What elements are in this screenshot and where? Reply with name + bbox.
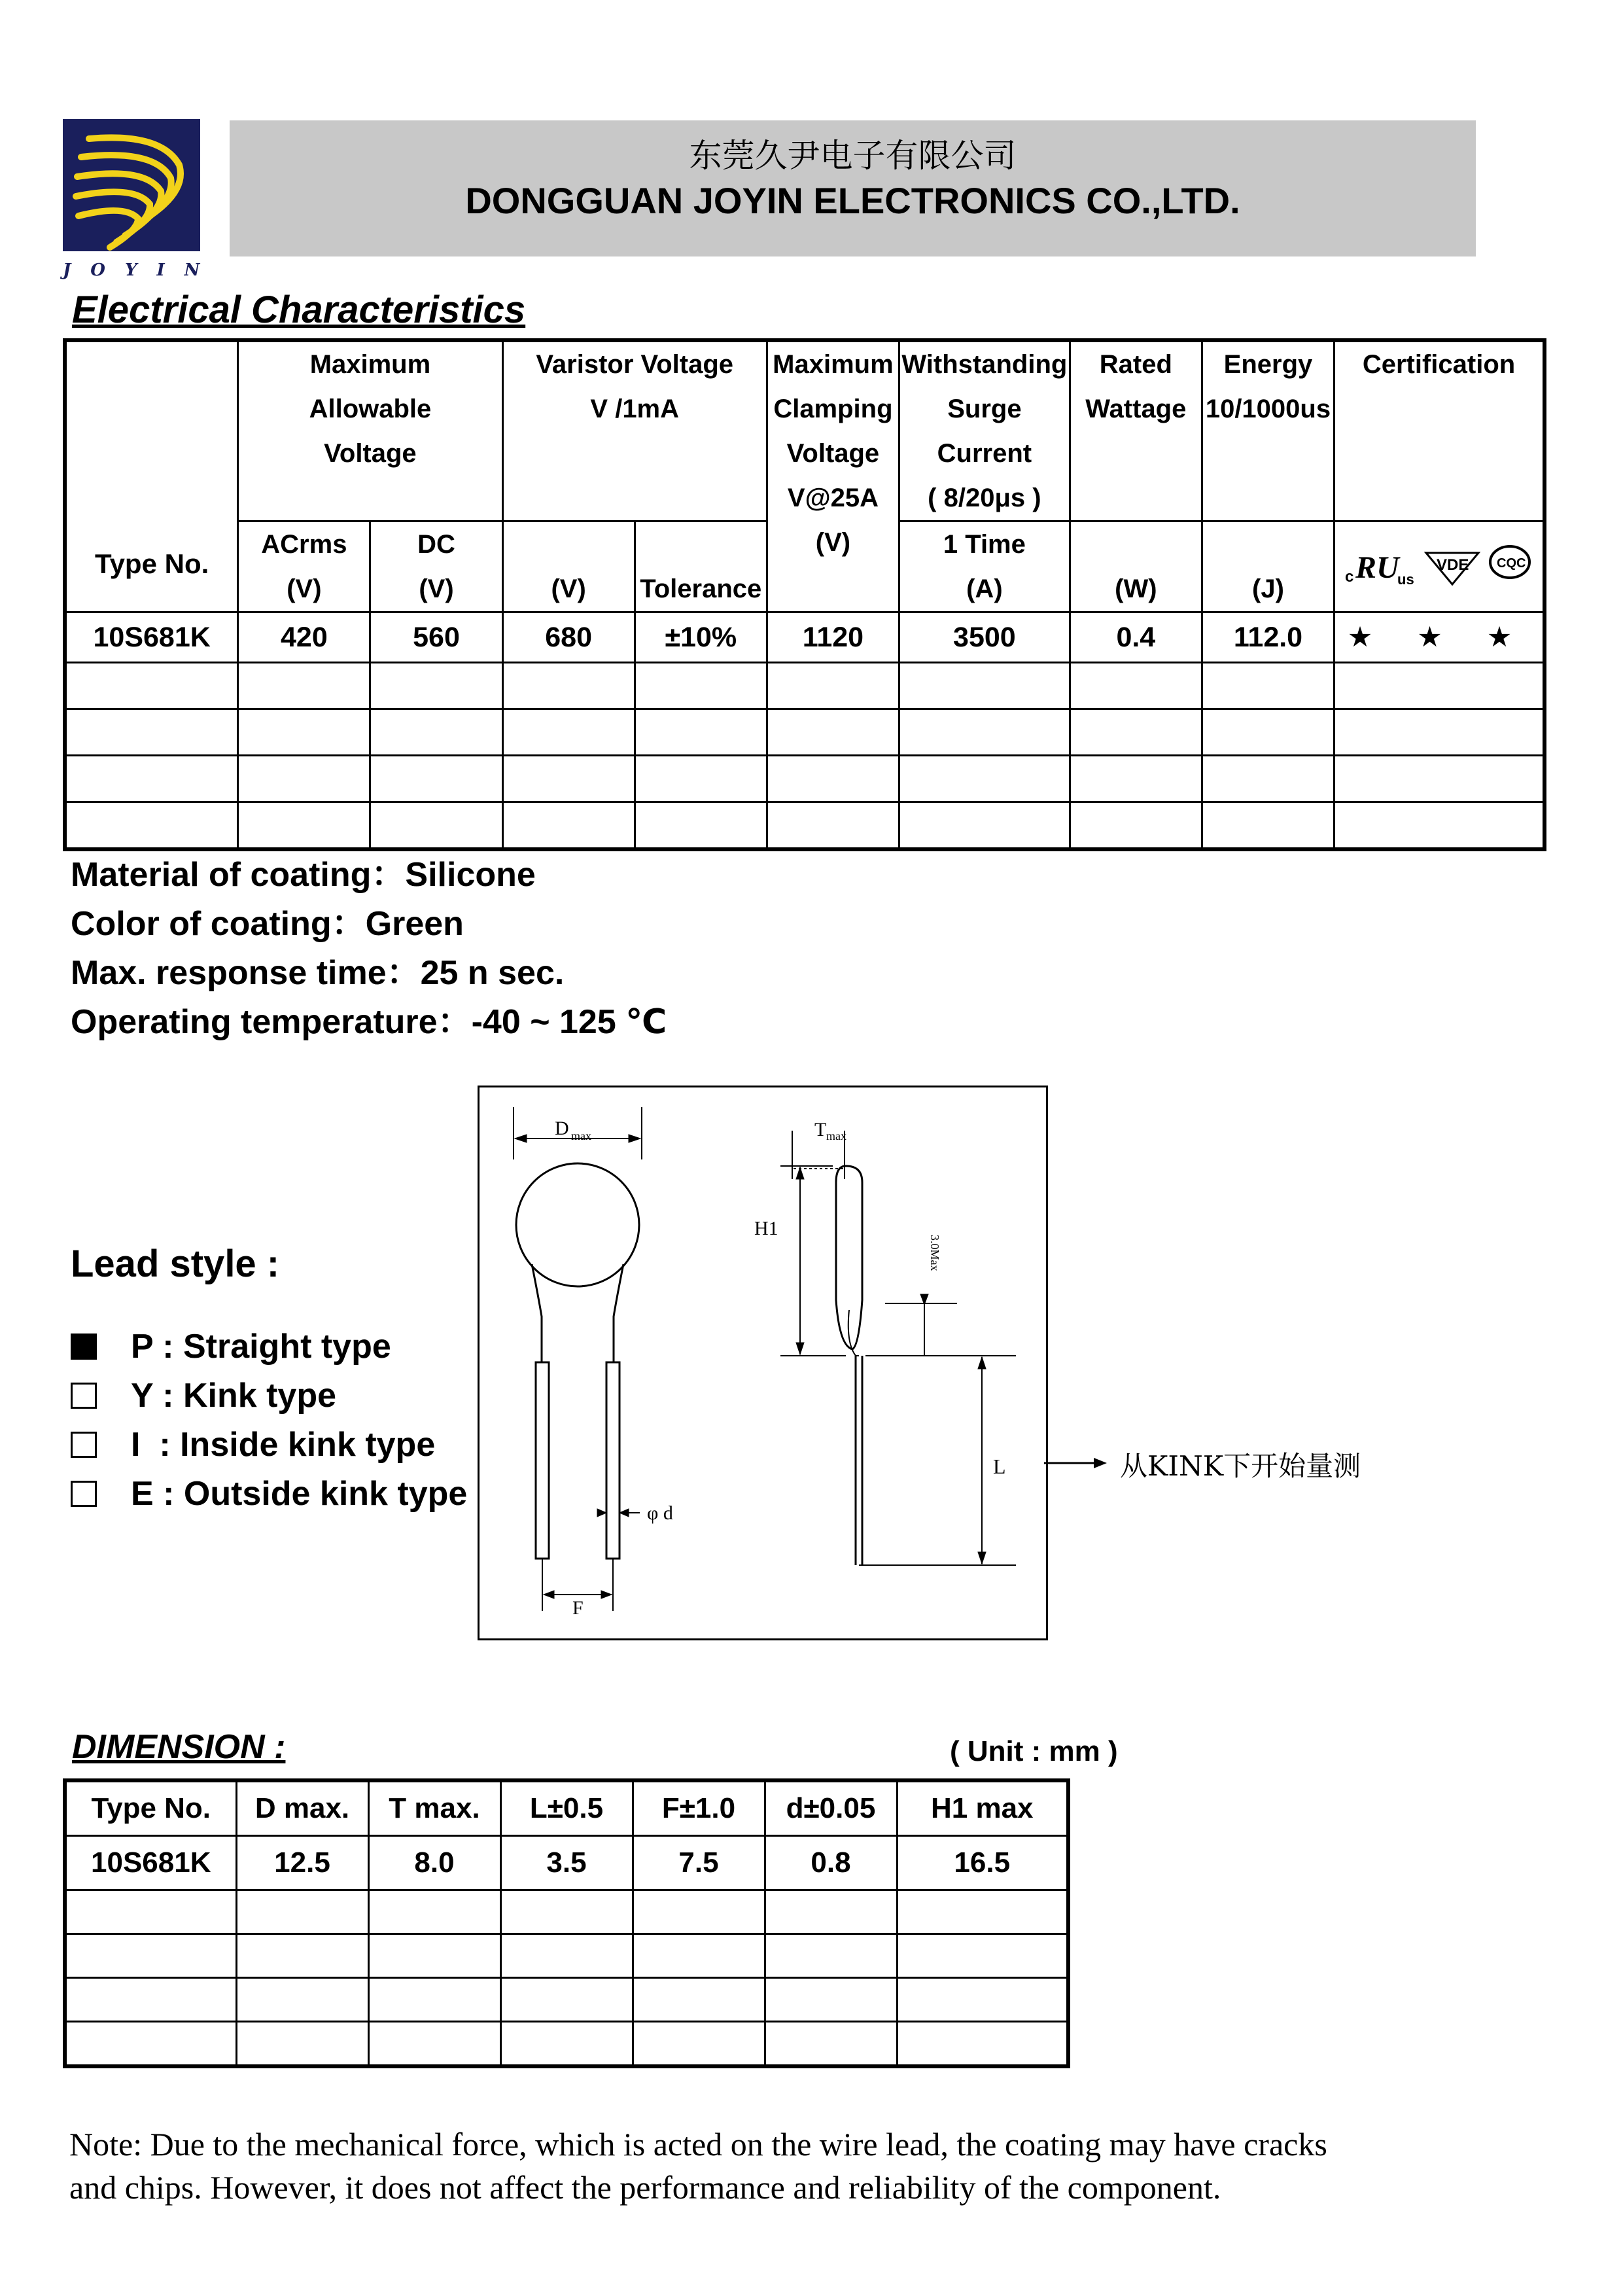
lead-option-kink[interactable]: [71, 1376, 336, 1415]
dmax-sub: max: [571, 1129, 591, 1142]
spec-separator: ：: [437, 1003, 472, 1041]
dim-header-d: D max.: [236, 1780, 368, 1836]
spec-separator: ：: [331, 905, 366, 943]
dim-cell-t: 8.0: [368, 1836, 500, 1890]
dim-header-type: Type No.: [65, 1780, 236, 1836]
header-acrms: [238, 521, 370, 612]
header-line: Rated: [1099, 350, 1172, 379]
kink-arrow-icon: [1044, 1450, 1109, 1476]
company-name-en: DONGGUAN JOYIN ELECTRONICS CO.,LTD.: [465, 180, 1240, 221]
cell-surge: 3500: [899, 612, 1070, 663]
cell-dc: 560: [370, 612, 502, 663]
cell-varistor: 680: [502, 612, 635, 663]
tmax-label: T: [814, 1119, 827, 1140]
header-max-clamping-voltage: [767, 340, 899, 612]
checkbox-icon[interactable]: [71, 1432, 97, 1458]
cell-certification: ★ ★ ★: [1335, 612, 1544, 663]
dim-header-f: F±1.0: [633, 1780, 765, 1836]
header-varistor-unit: (V): [502, 521, 635, 612]
empty-row: [65, 1978, 1068, 2022]
dim-header-d-wire: d±0.05: [765, 1780, 897, 1836]
note-line: Note: Due to the mechanical force, which is acted on the wire lead, the coating may have cracks: [69, 2126, 1327, 2163]
spec-coating-color: [71, 896, 464, 945]
header-type-no: Type No.: [65, 340, 238, 612]
phid-label: φ d: [647, 1502, 673, 1524]
header-varistor-voltage: [502, 340, 767, 521]
ul-us-mark: us: [1397, 571, 1414, 588]
empty-row: [65, 756, 1544, 802]
dim-cell-type: 10S681K: [65, 1836, 236, 1890]
header-line: Allowable: [309, 395, 432, 423]
header-line: Surge Current: [937, 395, 1032, 468]
checkbox-icon[interactable]: [71, 1383, 97, 1409]
empty-row: [65, 1934, 1068, 1978]
note-line: and chips. However, it does not affect the performance and reliability of the component.: [69, 2169, 1221, 2206]
header-line: DC: [417, 530, 455, 559]
l-label: L: [993, 1455, 1006, 1478]
electrical-characteristics-title: Electrical Characteristics: [72, 289, 526, 331]
header-unit: (V): [287, 574, 322, 603]
header-line: 10/1000us: [1205, 395, 1331, 423]
header-tolerance: Tolerance: [635, 521, 767, 612]
spec-value: Silicone: [405, 856, 536, 894]
header-max-allowable-voltage: [238, 340, 502, 521]
cert-marks: [1335, 521, 1544, 612]
lead-option-label: E : Outside kink type: [131, 1475, 468, 1513]
header-energy: [1202, 340, 1334, 521]
empty-row: [65, 802, 1544, 850]
header-line: ( 8/20μs ): [928, 484, 1041, 512]
header-line: Maximum: [309, 350, 431, 379]
header-line: Voltage: [786, 439, 880, 468]
dim-header-t: T max.: [368, 1780, 500, 1836]
dim-cell-l: 3.5: [500, 1836, 633, 1890]
dimension-header-row: [65, 1780, 1068, 1836]
dimension-unit: ( Unit : mm ): [950, 1735, 1118, 1767]
cqc-mark: CQC: [1496, 556, 1526, 571]
spec-operating-temperature: [71, 994, 667, 1043]
spec-separator: ：: [371, 856, 406, 894]
lead-option-label: I : Inside kink type: [131, 1426, 436, 1464]
lead-option-label: P : Straight type: [131, 1328, 391, 1366]
dim-header-l: L±0.5: [500, 1780, 633, 1836]
header-line: Varistor Voltage: [536, 350, 734, 379]
header-line: ACrms: [261, 530, 347, 559]
logo-stripes-graphic: [63, 119, 200, 251]
company-name-cn: 东莞久尹电子有限公司: [689, 137, 1017, 175]
header-dc: [370, 521, 502, 612]
spec-value: 25 n sec.: [420, 954, 565, 992]
header-wattage-unit: (W): [1070, 521, 1202, 612]
header-line: V /1mA: [590, 395, 680, 423]
ul-c-mark: c: [1344, 568, 1353, 586]
spec-label: Operating temperature: [71, 1003, 438, 1041]
logo-wordmark: JOYIN: [63, 260, 220, 280]
header-line: 1 Time: [943, 530, 1026, 559]
spec-label: Material of coating: [71, 856, 372, 894]
dmax-label: D: [555, 1118, 569, 1139]
lead-option-inside-kink[interactable]: [71, 1425, 435, 1464]
cell-clamping: 1120: [767, 612, 899, 663]
cell-acrms: 420: [238, 612, 370, 663]
spec-coating-material: [71, 847, 536, 896]
cell-type: 10S681K: [65, 612, 238, 663]
spec-label: Max. response time: [71, 954, 387, 992]
header-line: Clamping: [773, 395, 893, 423]
cell-energy: 112.0: [1202, 612, 1334, 663]
lead-option-straight[interactable]: [71, 1327, 391, 1366]
varistor-drawing: [480, 1087, 1046, 1638]
dim-cell-f: 7.5: [633, 1836, 765, 1890]
header-unit: (V): [815, 528, 851, 557]
header-certification: Certification: [1335, 340, 1544, 521]
header-line: Withstanding: [901, 350, 1068, 379]
header-surge-current: [899, 340, 1070, 521]
dim-cell-h1: 16.5: [897, 1836, 1068, 1890]
header-line: Voltage: [324, 439, 417, 468]
header-line: Wattage: [1085, 395, 1187, 423]
header-line: Energy: [1223, 350, 1313, 379]
lead-option-outside-kink[interactable]: [71, 1474, 467, 1513]
spec-value: -40 ~ 125 ℃: [471, 1003, 667, 1041]
ul-mark: RU: [1355, 550, 1399, 585]
dimension-table: [63, 1778, 1070, 2068]
cell-tolerance: ±10%: [635, 612, 767, 663]
spec-separator: ：: [386, 954, 421, 992]
empty-row: [65, 709, 1544, 756]
dim-cell-d-wire: 0.8: [765, 1836, 897, 1890]
dim-cell-d: 12.5: [236, 1836, 368, 1890]
checkbox-icon[interactable]: [71, 1481, 97, 1507]
header-unit: (V): [419, 574, 454, 603]
h1-label: H1: [754, 1218, 778, 1239]
vde-mark: VDE: [1436, 556, 1469, 574]
kink-measure-note: 从KINK下开始量测: [1120, 1450, 1361, 1482]
company-banner: [230, 120, 1476, 256]
header-rated-wattage: [1070, 340, 1202, 521]
three-max-label: 3.0Max: [928, 1235, 941, 1271]
header-line: Maximum: [773, 350, 894, 379]
cert-logos-graphic: [1341, 531, 1537, 596]
header-surge-time: [899, 521, 1070, 612]
dim-header-h1: H1 max: [897, 1780, 1068, 1836]
tmax-sub: max: [826, 1129, 846, 1142]
spec-value: Green: [365, 905, 464, 943]
empty-row: [65, 2022, 1068, 2067]
f-label: F: [572, 1597, 584, 1619]
spec-label: Color of coating: [71, 905, 332, 943]
electrical-table: [63, 338, 1546, 851]
dimension-row: [65, 1836, 1068, 1890]
dimension-title: DIMENSION :: [72, 1728, 286, 1766]
lead-option-label: Y : Kink type: [131, 1377, 337, 1415]
dimension-diagram: [478, 1086, 1048, 1640]
company-logo: [63, 119, 200, 251]
header-line: V@25A: [787, 484, 879, 512]
header-energy-unit: (J): [1202, 521, 1334, 612]
empty-row: [65, 663, 1544, 709]
lead-style-title: Lead style :: [71, 1243, 280, 1285]
checkbox-checked-icon[interactable]: [71, 1333, 97, 1360]
spec-response-time: [71, 945, 564, 994]
cell-wattage: 0.4: [1070, 612, 1202, 663]
header-unit: (A): [966, 574, 1003, 603]
note-text: [69, 2123, 1443, 2209]
empty-row: [65, 1890, 1068, 1934]
